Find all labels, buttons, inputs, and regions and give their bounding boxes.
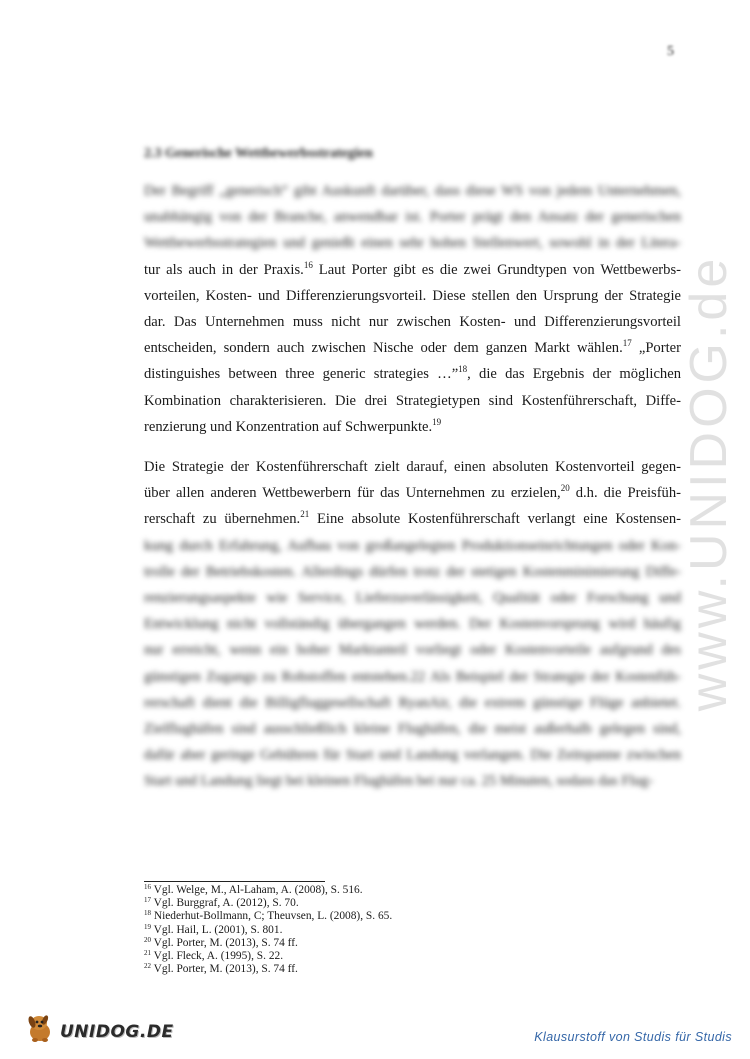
paragraph-2 bbox=[144, 454, 681, 795]
text-line: Kombination charakterisieren. Die drei Strategietypen sind Kostenführerschaft, Diffe- bbox=[144, 392, 681, 409]
footnote-number: 18 bbox=[144, 909, 151, 918]
footnote-number: 19 bbox=[144, 922, 151, 931]
footnote-number: 21 bbox=[144, 949, 151, 958]
text-run: rerschaft zu übernehmen. bbox=[144, 511, 301, 528]
text-run: Eine absolute Kostenführerschaft verlangt eine Kostensen- bbox=[309, 511, 682, 528]
footnote-ref-20[interactable]: 20 bbox=[560, 483, 570, 494]
blurred-line: Entwicklung nicht vollständig übergangen werden. Der Kostenvorsprung wird häufig bbox=[144, 616, 681, 633]
footnote-number: 16 bbox=[144, 883, 151, 891]
footnote-text: Vgl. Fleck, A. (1995), S. 22. bbox=[153, 950, 284, 963]
unidog-logo[interactable] bbox=[24, 1010, 174, 1044]
footnote-item bbox=[144, 884, 392, 897]
text-run: über allen anderen Wettbewerbern für das Unternehmen zu erzielen, bbox=[144, 485, 561, 502]
text-run: , die das Ergebnis der möglichen bbox=[467, 366, 681, 383]
footnote-text: Vgl. Welge, M., Al-Laham, A. (2008), S. 516. bbox=[153, 884, 363, 896]
footnote-item bbox=[144, 950, 392, 963]
footnote-text: Vgl. Porter, M. (2013), S. 74 ff. bbox=[153, 963, 298, 976]
blurred-line: Zielflughäfen sind ausschließlich kleine Flughäfen, die meist außerhalb gelegen sind, bbox=[144, 721, 681, 738]
text-run: distinguishes between three generic strategies …” bbox=[144, 366, 459, 383]
footnote-text: Niederhut-Bollmann, C; Theuvsen, L. (2008), S. 65. bbox=[153, 910, 393, 923]
footnote-item bbox=[144, 937, 392, 950]
footnote-text: Vgl. Burggraf, A. (2012), S. 70. bbox=[153, 897, 299, 910]
footnote-rule bbox=[144, 881, 325, 882]
watermark: www.UNIDOG.de bbox=[680, 254, 738, 712]
blurred-line: dafür aber geringe Gebühren für Start und Landung verlangen. Die Zeitspanne zwischen bbox=[144, 747, 681, 764]
footnote-number: 17 bbox=[144, 896, 151, 905]
text-line bbox=[144, 361, 681, 387]
text-line bbox=[144, 335, 681, 361]
footnote-item bbox=[144, 910, 392, 923]
text-run: entscheiden, sondern auch zwischen Nische oder dem ganzen Markt wählen. bbox=[144, 340, 623, 357]
page-number: 5 bbox=[667, 44, 674, 59]
blurred-line: Start und Landung liegt bei kleinen Flughäfen bei nur ca. 25 Minuten, sodass das Flug- bbox=[144, 773, 654, 790]
text-line: vorteilen, Kosten- und Differenzierungsvorteil. Diese stellen den Ursprung der Strategie bbox=[144, 287, 681, 304]
text-run: tur als auch in der Praxis. bbox=[144, 261, 304, 278]
blurred-line: günstigen Zugangs zu Rohstoffen entstehen.22 Als Beispiel der Strategie der Kostenfüh- bbox=[144, 668, 681, 685]
text-line: Die Strategie der Kostenführerschaft zielt darauf, einen absoluten Kostenvorteil gegen- bbox=[144, 459, 681, 475]
text-run: „Porter bbox=[631, 340, 681, 357]
blurred-line: Der Begriff „generisch“ gibt Auskunft darüber, dass diese WS von jedem Unternehmen, bbox=[144, 183, 681, 199]
footnote-number: 22 bbox=[144, 962, 151, 971]
blurred-line: Wettbewerbsstrategien und genießt einen sehr hohen Stellenwert, sowohl in der Litera- bbox=[144, 235, 681, 252]
section-heading: 2.3 Generische Wettbewerbsstrategien bbox=[144, 146, 373, 161]
text-run: d.h. die Preisfüh- bbox=[569, 485, 682, 502]
footnote-number: 20 bbox=[144, 935, 151, 944]
text-line bbox=[144, 414, 681, 440]
text-line bbox=[144, 257, 681, 283]
paragraph-1 bbox=[144, 178, 681, 440]
text-line bbox=[144, 506, 681, 532]
dog-icon bbox=[24, 1010, 56, 1044]
text-line: dar. Das Unternehmen muss nicht nur zwischen Kosten- und Differenzierungsvorteil bbox=[144, 314, 681, 331]
footnote-ref-19[interactable]: 19 bbox=[432, 416, 442, 427]
logo-text: UNIDOG.DE bbox=[60, 1022, 174, 1042]
footnote-ref-17[interactable]: 17 bbox=[622, 338, 632, 349]
blurred-line: trolle der Betriebskosten. Allerdings dürfen trotz der stetigen Kostenminimierung Diffe- bbox=[144, 563, 681, 580]
text-run: renzierung und Konzentration auf Schwerpunkte. bbox=[144, 418, 433, 435]
text-line bbox=[144, 480, 681, 506]
footnote-item bbox=[144, 897, 392, 910]
tagline: Klausurstoff von Studis für Studis bbox=[534, 1030, 732, 1044]
footnote-ref-16[interactable]: 16 bbox=[303, 259, 313, 270]
blurred-line: renzierungsaspekte wie Service, Lieferzuverlässigkeit, Qualität oder Forschung und bbox=[144, 590, 681, 607]
text-run: Laut Porter gibt es die zwei Grundtypen von Wettbewerbs- bbox=[312, 261, 681, 278]
footnote-item bbox=[144, 963, 392, 976]
footnote-item bbox=[144, 924, 392, 937]
footnote-text: Vgl. Porter, M. (2013), S. 74 ff. bbox=[153, 936, 298, 949]
blurred-line: kung durch Erfahrung, Aufbau von großangelegten Produktionseinrichtungen oder Kon- bbox=[144, 537, 681, 554]
blurred-line: unabhängig von der Branche, anwendbar ist. Porter prägt den Ansatz der generischen bbox=[144, 209, 681, 226]
blurred-line: rerschaft dient die Billigfluggesellschaft RyanAir, die extrem günstige Flüge anbietet. bbox=[144, 694, 681, 711]
footnote-ref-18[interactable]: 18 bbox=[458, 364, 468, 375]
footnotes bbox=[144, 884, 392, 976]
footnote-text: Vgl. Hail, L. (2001), S. 801. bbox=[153, 923, 283, 936]
footnote-ref-21[interactable]: 21 bbox=[300, 509, 310, 520]
blurred-line: nur erreicht, wenn ein hoher Marktanteil vorliegt oder Kostenvorteile aufgrund des bbox=[144, 642, 681, 659]
